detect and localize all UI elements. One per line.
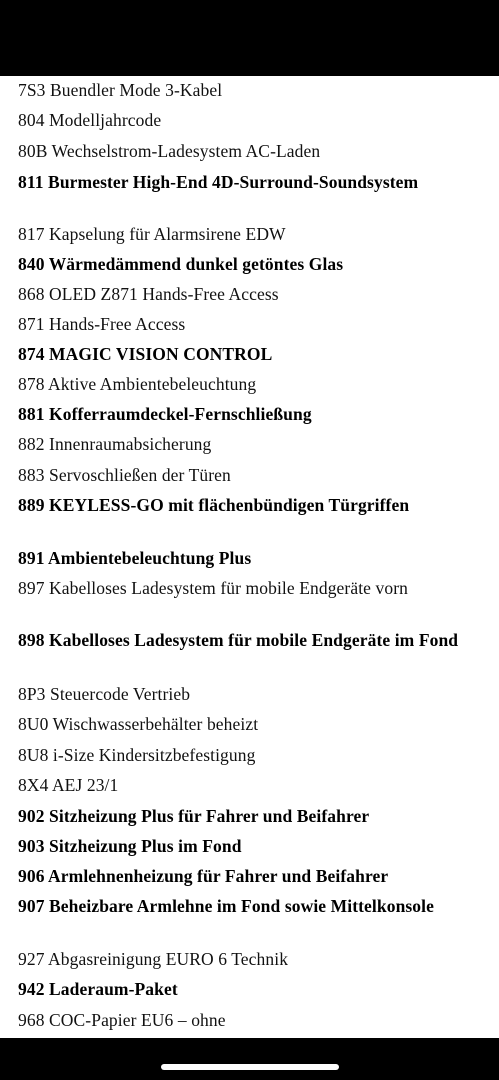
bottom-bar (0, 1038, 499, 1080)
equipment-item: 942 Laderaum-Paket (18, 979, 178, 999)
equipment-item: 897 Kabelloses Ladesystem für mobile Endgeräte vorn (18, 578, 408, 598)
home-indicator[interactable] (161, 1064, 339, 1070)
equipment-item: 874 MAGIC VISION CONTROL (18, 344, 273, 364)
equipment-item: 804 Modelljahrcode (18, 110, 162, 130)
equipment-item: 891 Ambientebeleuchtung Plus (18, 548, 252, 568)
equipment-item: 8U8 i-Size Kindersitzbefestigung (18, 745, 256, 765)
equipment-item: 8U0 Wischwasserbehälter beheizt (18, 714, 259, 734)
equipment-item: 881 Kofferraumdeckel-Fernschließung (18, 404, 312, 424)
status-bar (0, 0, 499, 76)
equipment-item: 878 Aktive Ambientebeleuchtung (18, 374, 257, 394)
equipment-item: 902 Sitzheizung Plus für Fahrer und Beifahrer (18, 806, 370, 826)
equipment-item: 817 Kapselung für Alarmsirene EDW (18, 224, 286, 244)
equipment-item: 968 COC-Papier EU6 – ohne (18, 1010, 226, 1030)
equipment-item: 883 Servoschließen der Türen (18, 465, 231, 485)
equipment-item: 871 Hands-Free Access (18, 314, 186, 334)
equipment-item: 868 OLED Z871 Hands-Free Access (18, 284, 279, 304)
equipment-item: 811 Burmester High-End 4D-Surround-Soundsystem (18, 172, 419, 192)
equipment-item: 7S3 Buendler Mode 3-Kabel (18, 80, 223, 100)
equipment-item: 8P3 Steuercode Vertrieb (18, 684, 191, 704)
equipment-list-view[interactable] (0, 76, 499, 1038)
equipment-item: 927 Abgasreinigung EURO 6 Technik (18, 949, 289, 969)
equipment-item: 889 KEYLESS-GO mit flächenbündigen Türgriffen (18, 495, 410, 515)
equipment-item: 882 Innenraumabsicherung (18, 434, 212, 454)
equipment-item: 903 Sitzheizung Plus im Fond (18, 836, 242, 856)
equipment-item: 840 Wärmedämmend dunkel getöntes Glas (18, 254, 344, 274)
equipment-item: 906 Armlehnenheizung für Fahrer und Beifahrer (18, 866, 389, 886)
equipment-item: 898 Kabelloses Ladesystem für mobile Endgeräte im Fond (18, 630, 459, 650)
equipment-item: 80B Wechselstrom-Ladesystem AC-Laden (18, 141, 321, 161)
equipment-item: 907 Beheizbare Armlehne im Fond sowie Mittelkonsole (18, 896, 434, 916)
equipment-item: 8X4 AEJ 23/1 (18, 775, 119, 795)
